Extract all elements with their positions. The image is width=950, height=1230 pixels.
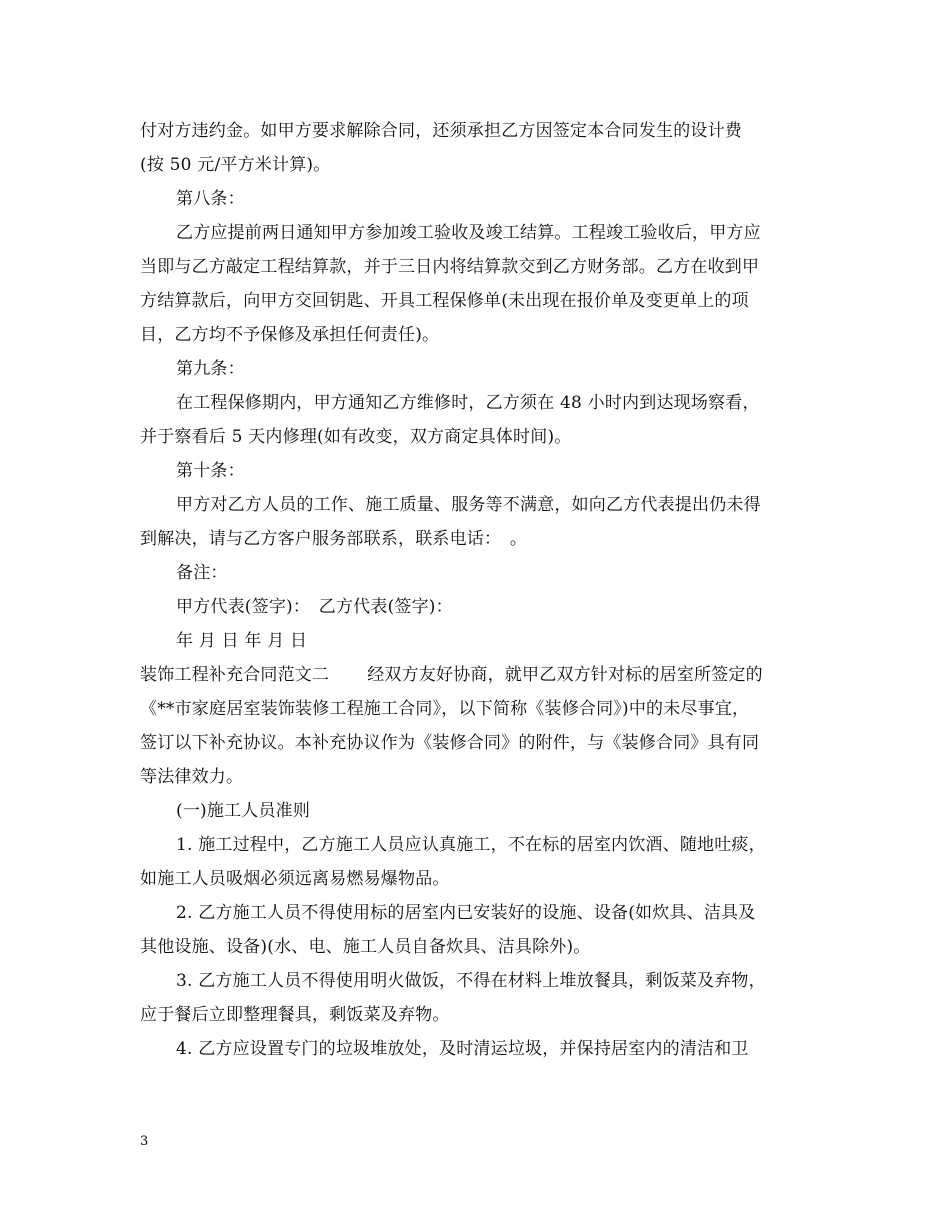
section-start-line: [140, 658, 820, 692]
date-line: 年 月 日 年 月 日: [176, 631, 308, 651]
document-body: [140, 114, 820, 1066]
paragraph-line: 并于察看后 5 天内修理(如有改变，双方商定具体时间)。: [140, 427, 572, 447]
article-heading-8: 第八条：: [176, 189, 245, 209]
page-number: 3: [140, 1134, 149, 1149]
list-item-1-continued: 如施工人员吸烟必须远离易燃易爆物品。: [140, 869, 450, 889]
article-heading-9: 第九条：: [176, 359, 245, 379]
signature-line: 甲方代表(签字)： 乙方代表(签字)：: [176, 597, 453, 617]
list-item-2: 2. 乙方施工人员不得使用标的居室内已安装好的设施、设备(如炊具、洁具及: [176, 903, 756, 923]
paragraph-line: 签订以下补充协议。本补充协议作为《装修合同》的附件，与《装修合同》具有同: [140, 733, 760, 753]
list-item-3: 3. 乙方施工人员不得使用明火做饭，不得在材料上堆放餐具，剩饭菜及弃物，: [176, 971, 766, 991]
list-item-1: 1. 施工过程中，乙方施工人员应认真施工，不在标的居室内饮酒、随地吐痰，: [176, 835, 766, 855]
paragraph-line: 《**市家庭居室装饰装修工程施工合同》，以下简称《装修合同》)中的未尽事宜，: [140, 699, 750, 719]
list-item-3-continued: 应于餐后立即整理餐具，剩饭菜及弃物。: [140, 1005, 450, 1025]
paragraph-line: 当即与乙方敲定工程结算款，并于三日内将结算款交到乙方财务部。乙方在收到甲: [140, 257, 760, 277]
article-heading-10: 第十条：: [176, 461, 245, 481]
list-item-4: 4. 乙方应设置专门的垃圾堆放处，及时清运垃圾，并保持居室内的清洁和卫: [176, 1039, 749, 1059]
paragraph-line: 目，乙方均不予保修及承担任何责任)。: [140, 325, 440, 345]
section-first-sentence: 经双方友好协商，就甲乙双方针对标的居室所签定的: [367, 665, 763, 685]
list-item-2-continued: 其他设施、设备)(水、电、施工人员自备炊具、洁具除外)。: [140, 937, 591, 957]
paragraph-line: 在工程保修期内，甲方通知乙方维修时，乙方须在 48 小时内到达现场察看，: [176, 393, 760, 413]
paragraph-line: 到解决，请与乙方客户服务部联系，联系电话： 。: [140, 529, 528, 549]
paragraph-line: (按 50 元/平方米计算)。: [140, 155, 331, 175]
section-heading: (一)施工人员准则: [176, 801, 311, 821]
paragraph-line: 付对方违约金。如甲方要求解除合同，还须承担乙方因签定本合同发生的设计费: [140, 121, 742, 141]
paragraph-line: 方结算款后，向甲方交回钥匙、开具工程保修单(未出现在报价单及变更单上的项: [140, 291, 749, 311]
paragraph-line: 等法律效力。: [140, 767, 244, 787]
remarks-label: 备注：: [176, 563, 228, 583]
paragraph-line: 乙方应提前两日通知甲方参加竣工验收及竣工结算。工程竣工验收后，甲方应: [176, 223, 761, 243]
section-title: 装饰工程补充合同范文二: [140, 665, 330, 685]
paragraph-line: 甲方对乙方人员的工作、施工质量、服务等不满意，如向乙方代表提出仍未得: [176, 495, 761, 515]
